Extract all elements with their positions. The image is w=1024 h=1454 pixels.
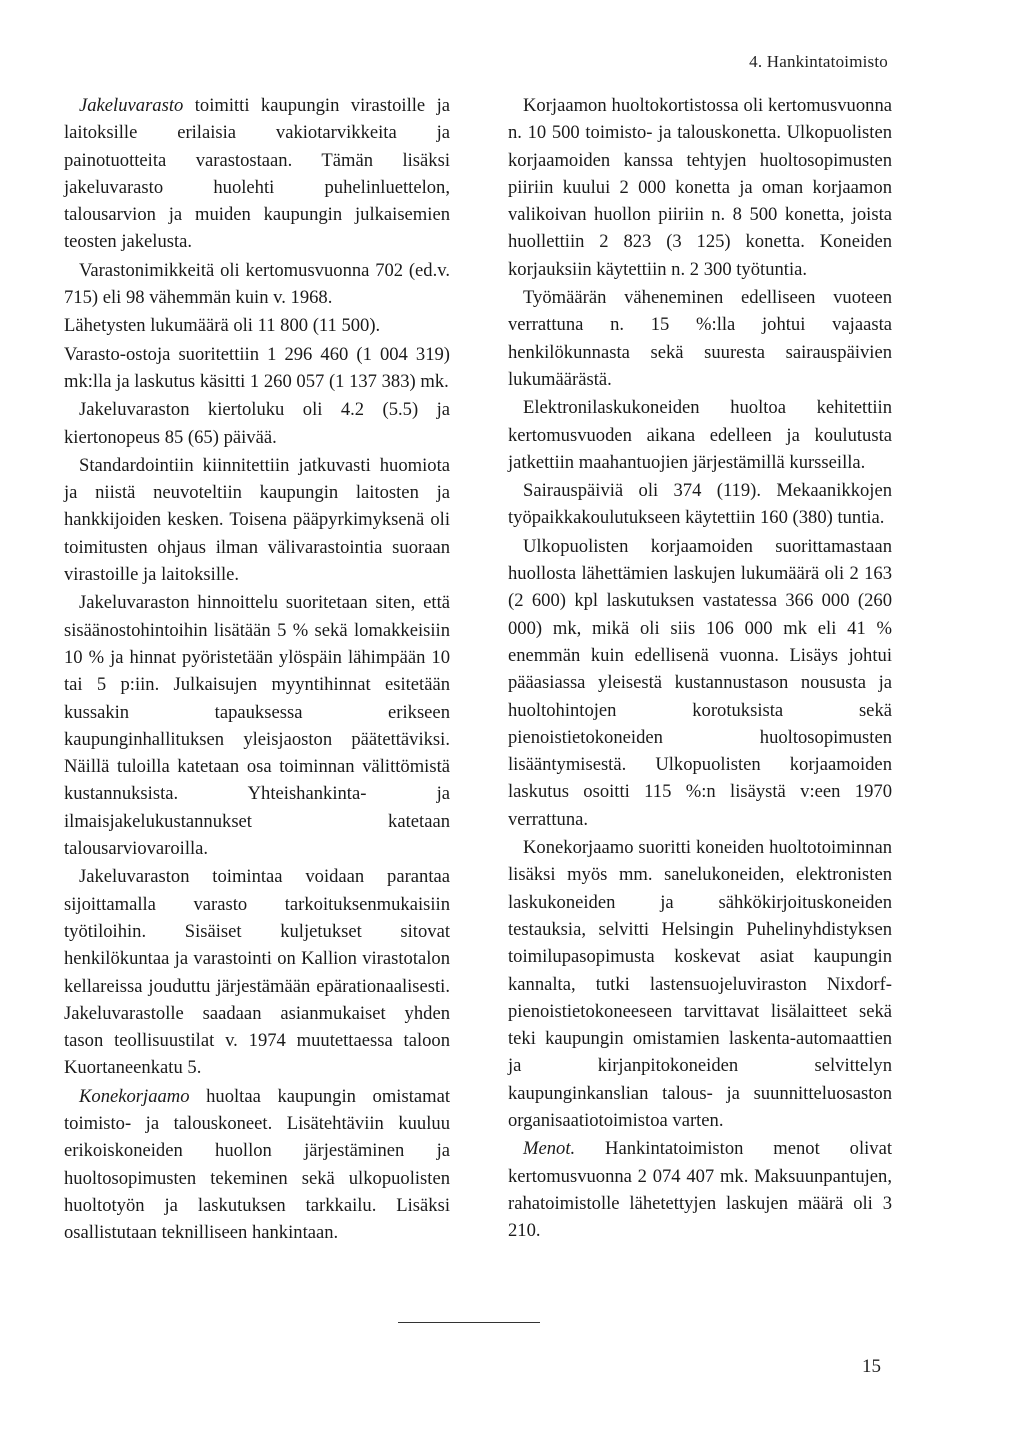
right-column: [508, 92, 892, 1245]
paragraph-sairauspaivat: Sairauspäiviä oli 374 (119). Mekaanikkojen työpaikkakoulutukseen käytettiin 160 (380) tuntia.: [508, 480, 892, 529]
page-number: 15: [862, 1356, 881, 1377]
paragraph-hinnoittelu: Jakeluvaraston hinnoittelu suoritetaan siten, että sisäänostohintoihin lisätään 5 % sekä lomakkeisiin 10 % ja hinnat pyöristetään ylöspäin lähimpään 10 tai 5 p:iin. Julkaisujen myyntihinnat esitetään kussakin tapauksessa erikseen kaupunginhallituksen yleisjaoston päätettäviksi. Näillä tuloilla katetaan osa toiminnan välittömistä kustannuksista. Yhteishankinta- ja ilmaisjakelukustannukset katetaan talousarviovaroilla.: [64, 592, 450, 860]
term-jakeluvarasto: Jakeluvarasto: [79, 95, 184, 116]
left-column: [64, 92, 450, 1247]
paragraph-tyomaara: Työmäärän väheneminen edelliseen vuoteen verrattuna n. 15 %:lla johtui vajaasta henkilökunnasta sekä suuresta sairauspäivien lukumäärästä.: [508, 287, 892, 390]
paragraph-lahetykset: Lähetysten lukumäärä oli 11 800 (11 500).: [64, 315, 381, 337]
paragraph-toiminnan-parantaminen: Jakeluvaraston toimintaa voidaan parantaa sijoittamalla varasto tarkoituksenmukaisiin työtiloihin. Sisäiset kuljetukset sitovat henkilökuntaa ja varastointi on Kallion virastotalon kellareissa jouduttu järjestämään epärationaalisesti. Jakeluvarastolle saadaan asianmukaiset yhden tason teollisuustilat v. 1974 muutettaessa taloon Kuortaneenkatu 5.: [64, 866, 450, 1079]
paragraph-jakeluvarasto: Jakeluvarasto toimitti kaupungin virastoille ja laitoksille erilaisia vakiotarvikkeita ja painotuotteita varastostaan. Tämän lisäksi jakeluvarasto huolehti puhelinluettelon, talousarvion ja muiden kaupungin julkaisemien teosten jakelusta.: [64, 95, 450, 253]
paragraph-testaukset: Konekorjaamo suoritti koneiden huoltotoiminnan lisäksi myös mm. sanelukoneiden, elektronisten laskukoneiden ja sähkökirjoituskoneiden testauksia, selvitti Helsingin Puhelinyhdistyksen toimilupasopimusta koskevat asiat kaupungin kannalta, tutki lastensuojeluviraston Nixdorf-pienoistietokoneeseen tarvittavat lisälaitteet sekä teki kaupungin omistamien laskenta-automaattien ja kirjanpitokoneiden selvittelyn kaupunginkanslian talous- ja suunnitteluosaston organisaatiotoimistoa varten.: [508, 837, 892, 1131]
paragraph-varastonimikkeet: Varastonimikkeitä oli kertomusvuonna 702 (ed.v. 715) eli 98 vähemmän kuin v. 1968.: [64, 259, 450, 309]
footer-rule: [398, 1322, 540, 1323]
paragraph-huoltokortisto: Korjaamon huoltokortistossa oli kertomusvuonna n. 10 500 toimisto- ja talouskonetta. Ulkopuolisten korjaamoiden kanssa tehtyjen huoltosopimusten piiriin kuului 2 000 konetta ja oman korjaamon valikoivan huollon piiriin n. 8 500 konetta, joista huollettiin 2 823 (3 125) konetta. Koneiden korjauksiin käytettiin n. 2 300 työtuntia.: [508, 95, 892, 280]
paragraph-konekorjaamo: Konekorjaamo huoltaa kaupungin omistamat toimisto- ja talouskoneet. Lisätehtäviin kuuluu erikoiskoneiden huollon järjestäminen ja huoltosopimusten tekeminen sekä ulkopuolisten huoltotyön ja laskutuksen tarkkailu. Lisäksi osallistutaan teknilliseen hankintaan.: [64, 1085, 450, 1244]
paragraph-menot: Menot. Hankintatoimiston menot olivat kertomusvuonna 2 074 407 mk. Maksuunpantujen, rahatoimistolle lähetettyjen laskujen määrä oli 3 210.: [508, 1138, 892, 1242]
running-header: 4. Hankintatoimisto: [749, 52, 888, 71]
paragraph-varasto-ostot: Varasto-ostoja suoritettiin 1 296 460 (1 004 319) mk:lla ja laskutus käsitti 1 260 057 (1 137 383) mk.: [64, 343, 450, 392]
paragraph-kiertoluku: Jakeluvaraston kiertoluku oli 4.2 (5.5) ja kiertonopeus 85 (65) päivää.: [64, 399, 450, 448]
paragraph-elektronilaskukoneet: Elektronilaskukoneiden huoltoa kehitettiin kertomusvuoden aikana edelleen ja koulutusta jatkettiin maahantuojien järjestämillä kursseilla.: [508, 397, 892, 473]
paragraph-ulkopuoliset-korjaamot: Ulkopuolisten korjaamoiden suorittamastaan huollosta lähettämien laskujen lukumäärä oli 2 163 (2 600) kpl laskutuksen vastatessa 366 000 (260 000) mk, mikä oli siis 106 000 mk eli 41 % enemmän kuin edellisenä vuonna. Lisäys johtui pääasiassa yleisestä kustannustason noususta ja huoltohintojen korotuksista sekä pienoistietokoneiden huoltosopimusten lisääntymisestä. Ulkopuolisten korjaamoiden laskutus osoitti 115 %:n lisäystä v:een 1970 verrattuna.: [508, 535, 892, 830]
term-menot: Menot.: [523, 1138, 576, 1160]
paragraph-standardointi: Standardointiin kiinnitettiin jatkuvasti huomiota ja niistä neuvoteltiin kaupungin laitosten ja hankkijoiden kesken. Toisena pääpyrkimyksenä oli toimitusten ohjaus ilman välivarastointia suoraan virastoille ja laitoksille.: [64, 454, 450, 586]
term-konekorjaamo: Konekorjaamo: [79, 1085, 190, 1107]
